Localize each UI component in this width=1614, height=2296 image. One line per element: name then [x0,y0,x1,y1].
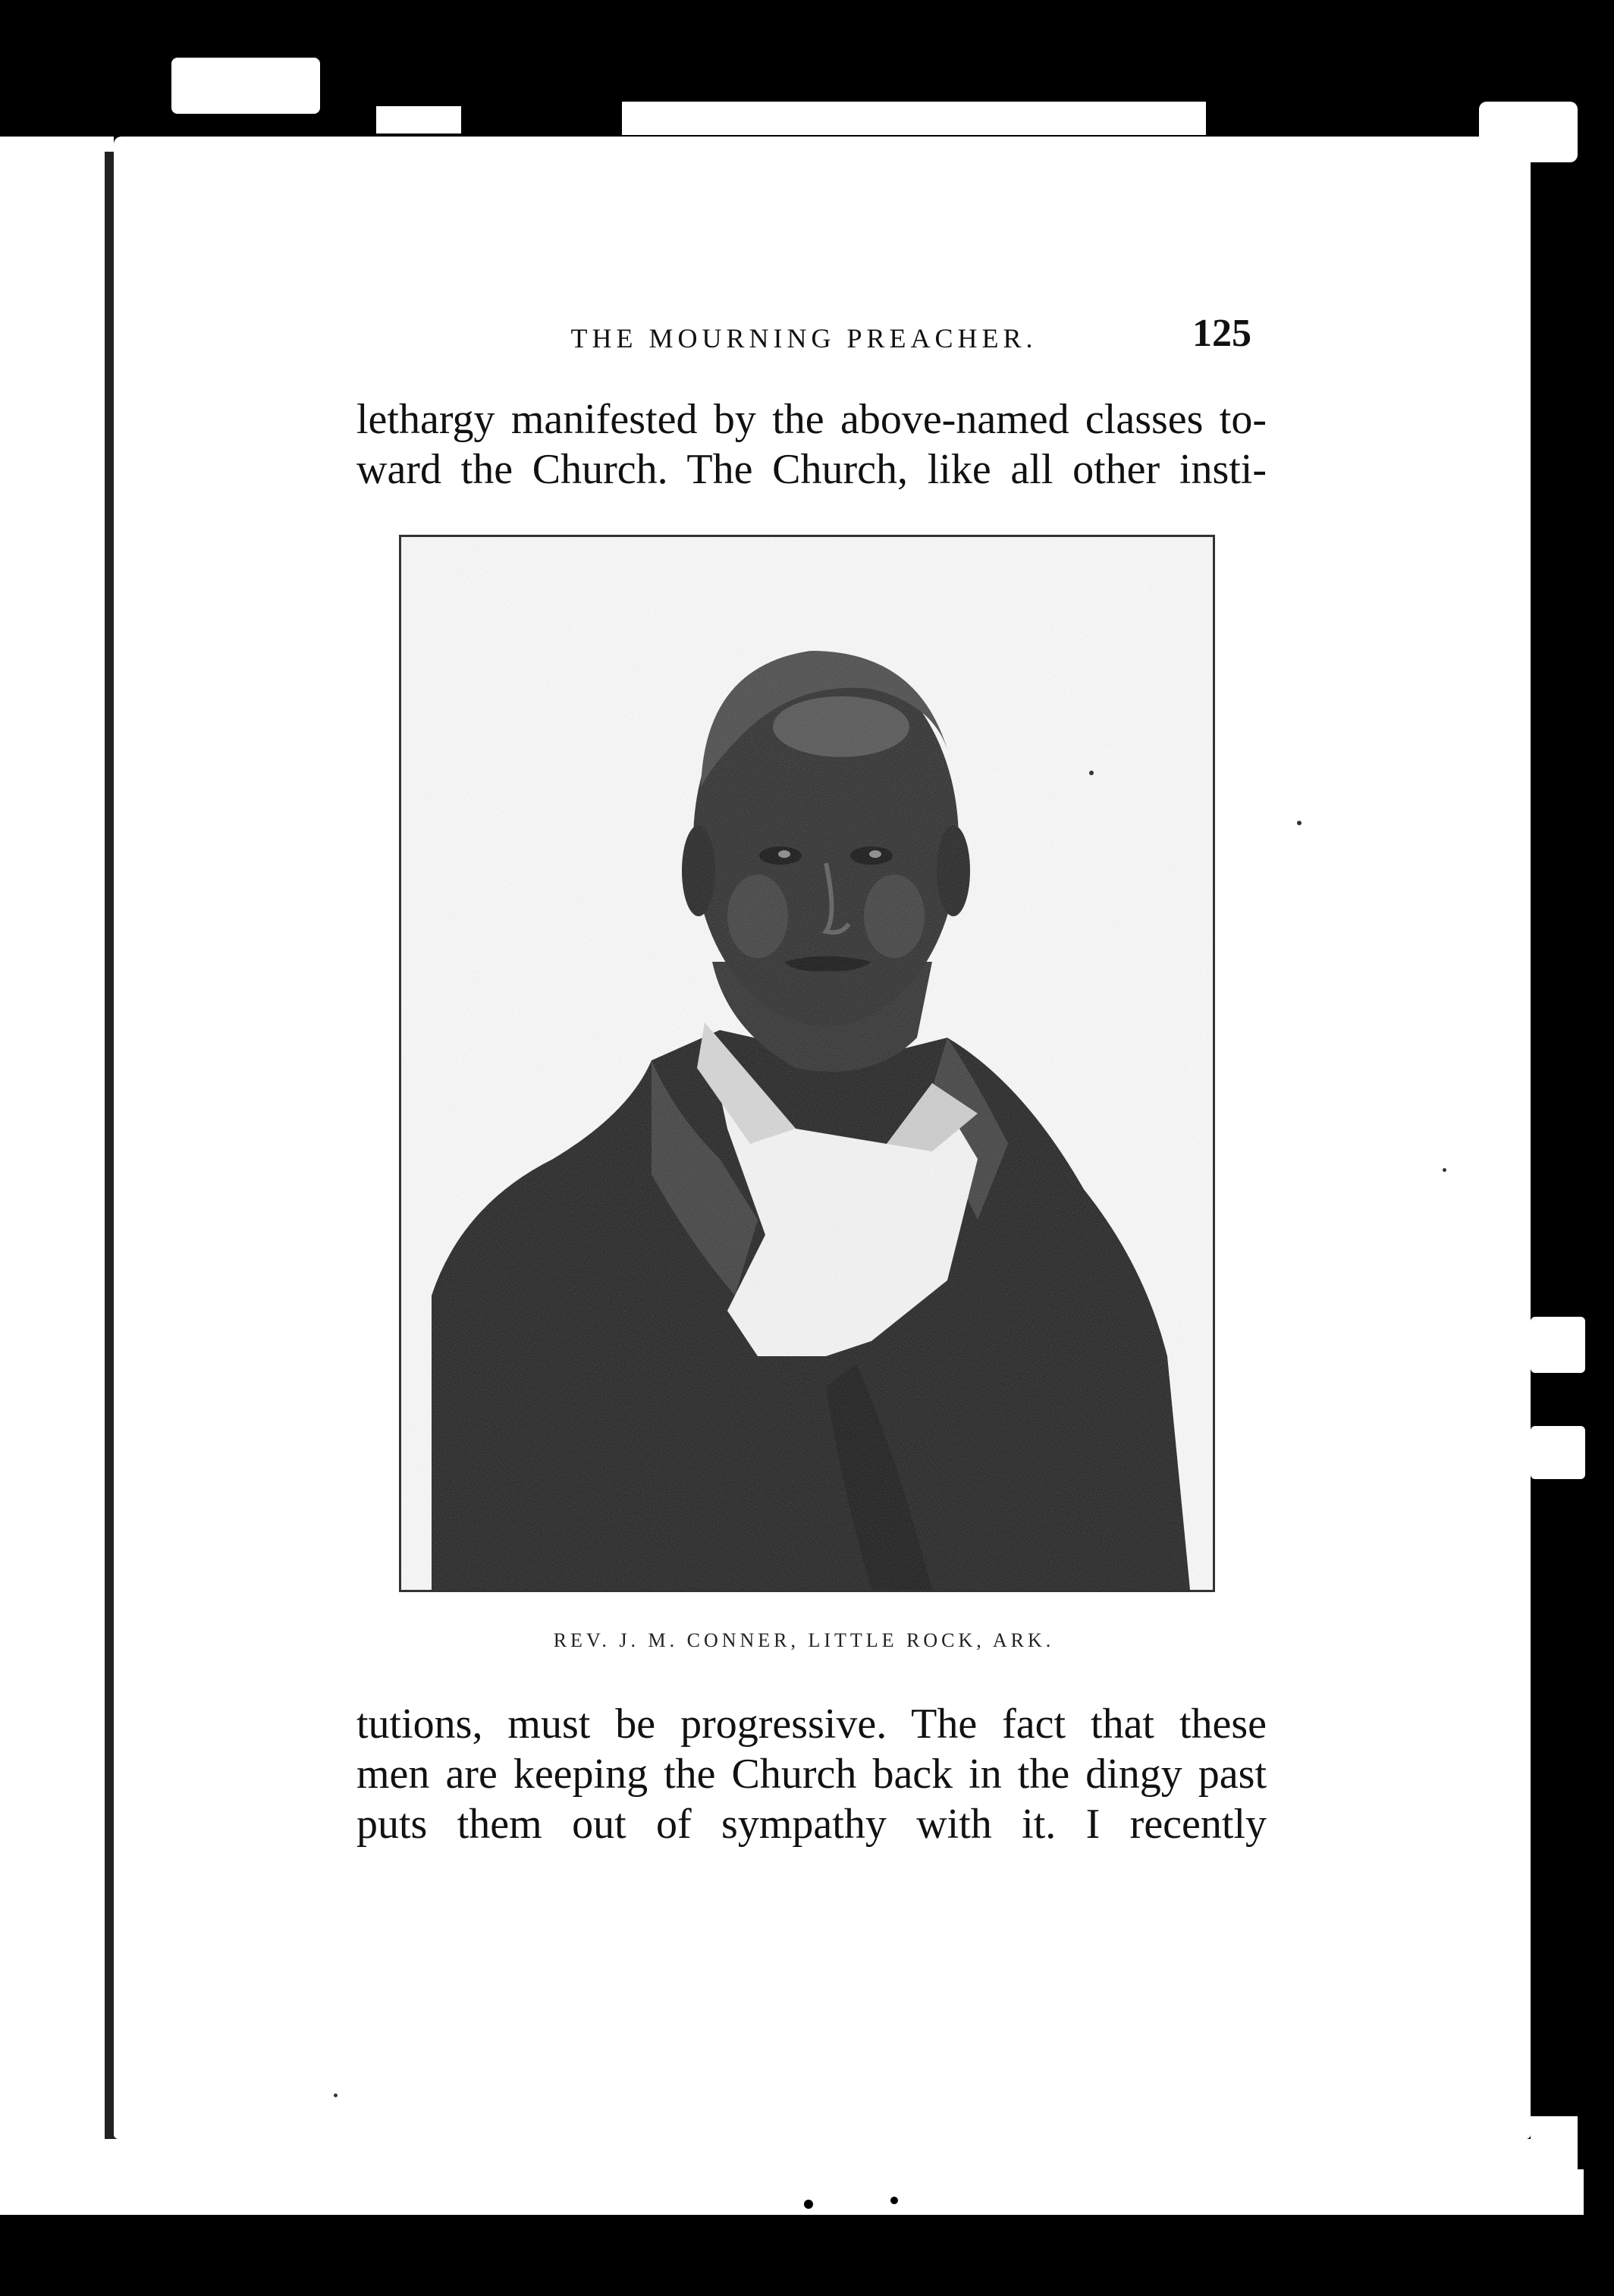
scan-artifact [171,58,320,114]
paper-speck [9,1350,14,1355]
scan-artifact [1531,1317,1585,1373]
text-line: lethargy manifested by the above-named classes to- [356,396,1267,443]
scan-artifact [0,137,114,2139]
paper-speck [804,2200,813,2209]
text-line: tutions, must be progressive. The fact that these [356,1701,1267,1748]
scan-artifact [1531,2169,1584,2215]
scan-artifact [1531,1426,1585,1479]
scan-artifact [376,106,461,133]
text-line: men are keeping the Church back in the dingy past [356,1751,1267,1798]
running-head: THE MOURNING PREACHER. [570,323,1038,353]
paper-speck [1089,771,1094,775]
text-line: ward the Church. The Church, like all other insti- [356,446,1267,493]
body-text-top [356,394,1267,495]
text-line: puts them out of sympathy with it. I recently [356,1801,1267,1848]
scan-artifact [622,102,1206,135]
paper-speck [1443,1168,1446,1172]
paper-speck [1297,821,1302,825]
page-number: 125 [1192,312,1251,355]
body-text-bottom [356,1699,1267,1849]
figure-caption: REV. J. M. CONNER, LITTLE ROCK, ARK. [553,1629,1055,1651]
paper-speck [890,2197,898,2204]
paper-speck [334,2093,338,2097]
portrait-photograph [399,535,1215,1592]
portrait-image [401,537,1213,1590]
scan-artifact [0,2139,1547,2215]
